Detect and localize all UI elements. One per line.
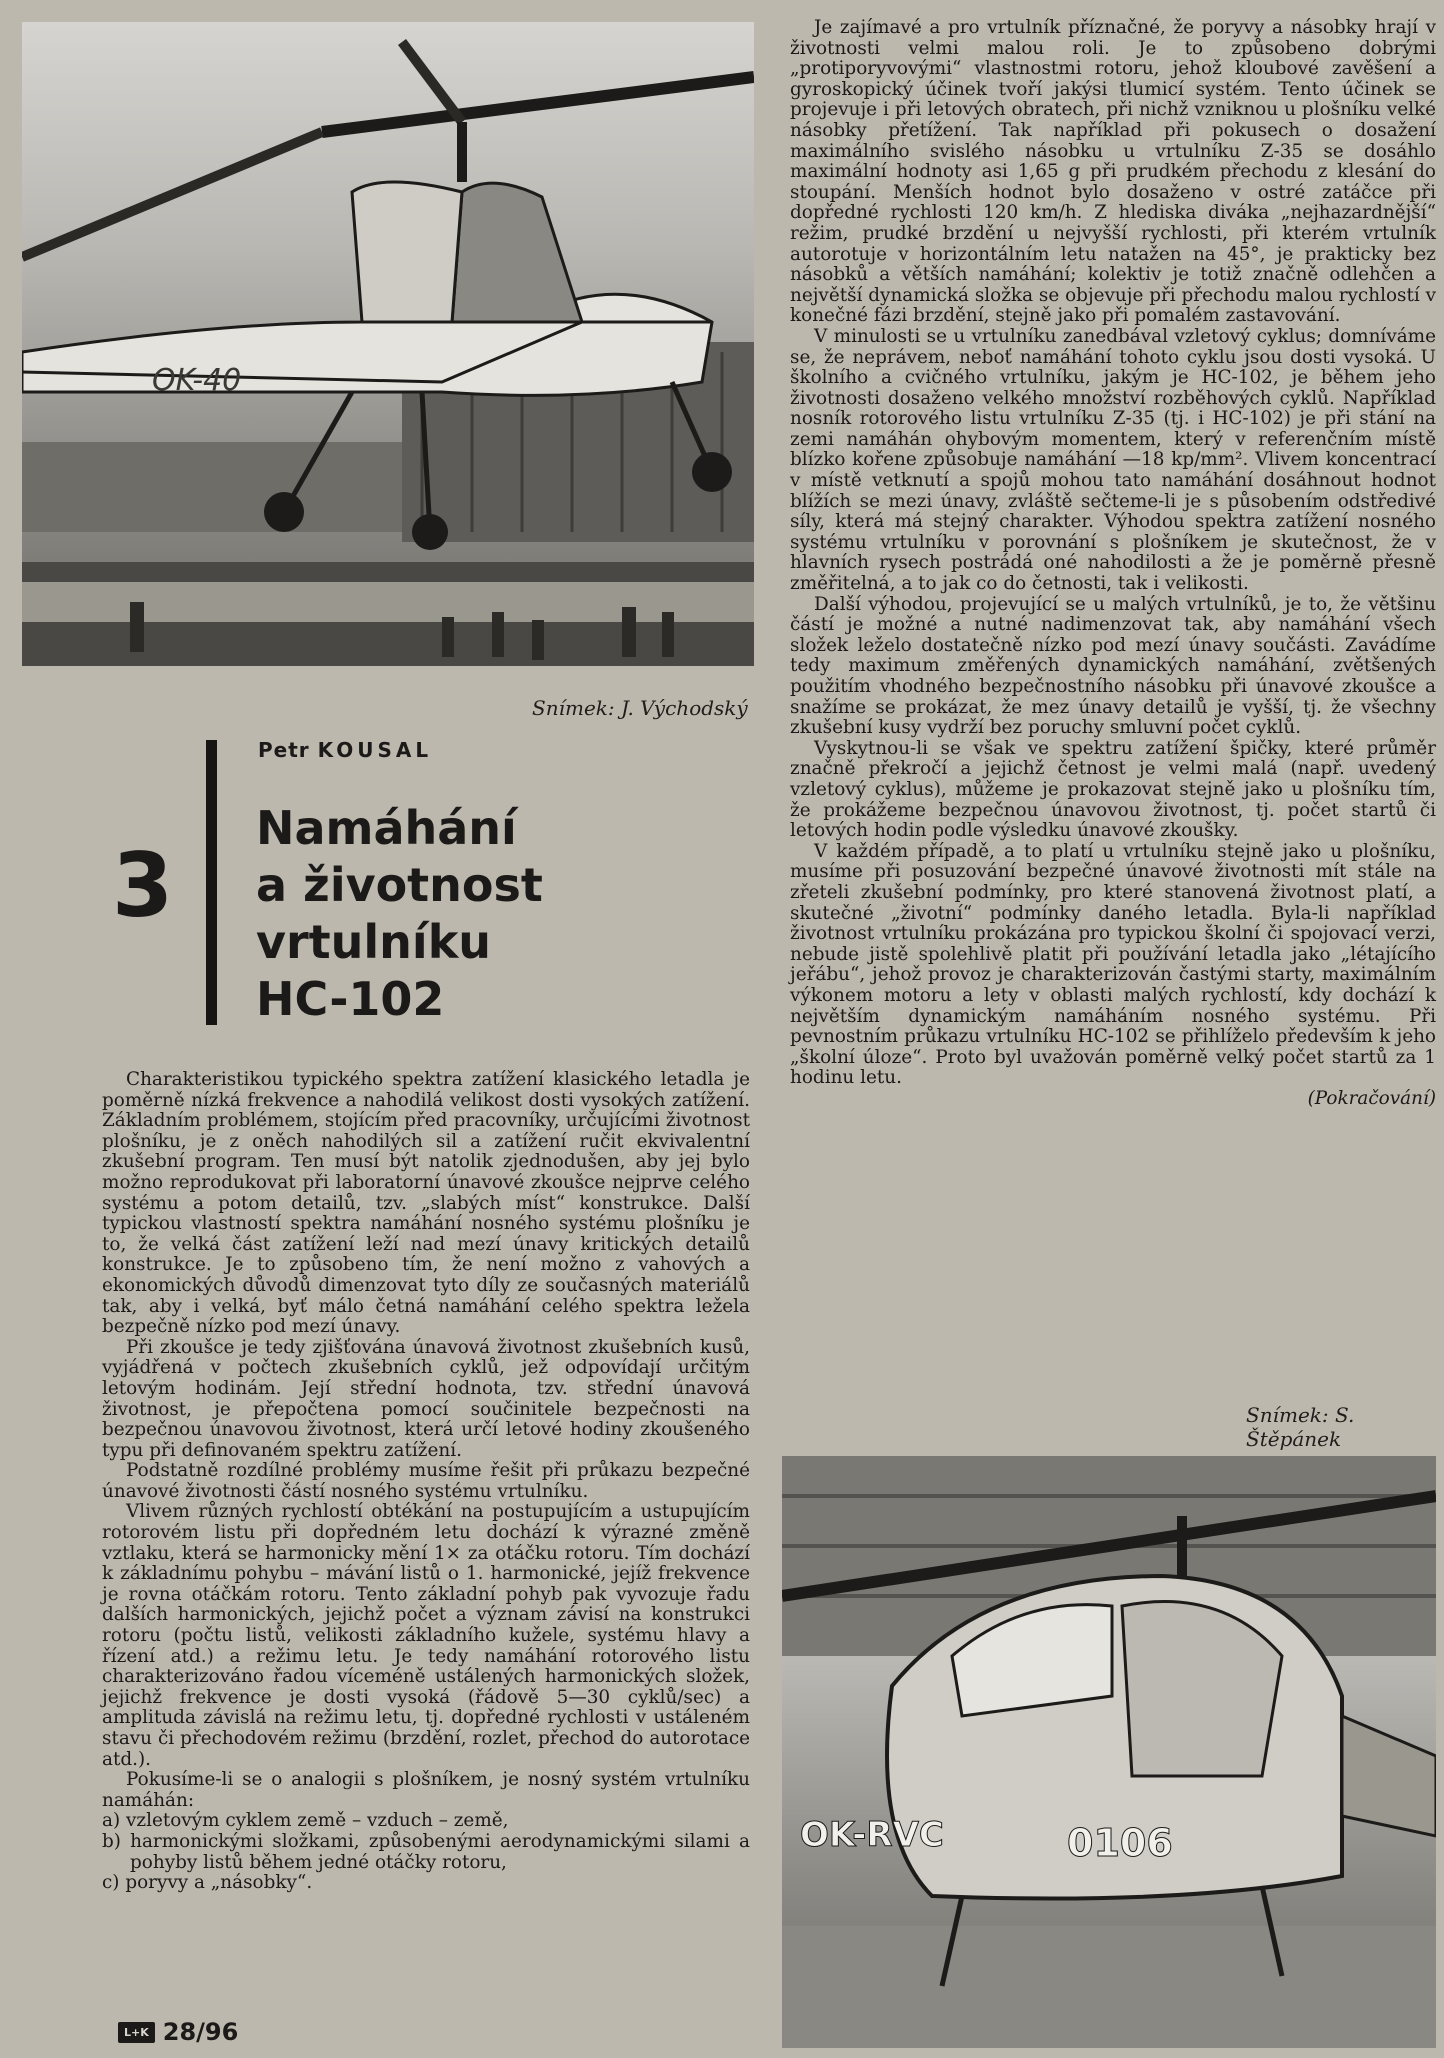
title-line-4: HC-102 xyxy=(256,972,445,1026)
top-photo-helicopter-hc102 xyxy=(22,22,754,666)
right-paragraph-4: Vyskytnou-li se však ve spektru zatížení špičky, které průměr značně překročí a jejichž četnost je velmi malá (např. uvedený vzletový cyklus), můžeme je prokazovat stejně jako u plošníku tím, že prokážeme bezpečnou únavovou životnost, tj. počet startů či letových hodin podle výsledku únavové zkoušky. xyxy=(790,737,1436,842)
page-footer xyxy=(118,2018,238,2046)
caption-top-photo: Snímek: J. Východský xyxy=(532,696,748,720)
helicopter-illustration-2 xyxy=(782,1456,1436,2048)
right-column-text xyxy=(790,18,1436,1109)
bottom-photo-helicopter xyxy=(782,1456,1436,2048)
page-number: 28/96 xyxy=(162,2018,239,2046)
list-item: c) poryvy a „násobky“. xyxy=(102,1872,313,1894)
title-line-2: a životnost xyxy=(256,858,543,912)
author-surname: KOUSAL xyxy=(317,738,433,762)
registration-okrvc: OK-RVC xyxy=(800,1815,944,1855)
left-paragraph-1: Charakteristikou typického spektra zatížení klasického letadla je poměrně nízká frekvence a nahodilá velikost dosti vysokých zatížení. Základním problémem, stojícím před pracovníky, určujícími životnost plošníku, je z oněch nahodilých sil a zatížení ručit ekvivalentní zkušební program. Ten musí být natolik zjednodušen, aby jej bylo možno reprodukovat při laboratorní únavové zkoušce nejprve celého systému a potom detailů, tzv. „slabých míst“ konstrukce. Další typickou vlastností spektra namáhání nosného systému plošníku je to, že velká část zatížení leží nad mezí únavy kritických detailů konstrukce. Je to způsobeno tím, že není možno z vahových a ekonomických důvodů dimenzovat tyto díly ze současných materiálů tak, aby i velká, byť málo četná namáhání celého spektra ležela bezpečně nízko pod mezí únavy. xyxy=(102,1069,750,1338)
right-paragraph-2: V minulosti se u vrtulníku zanedbával vzletový cyklus; domníváme se, že neprávem, neboť namáhání tohoto cyklu jsou dosti vysoká. U školního a cvičného vrtulníku, jakým je HC-102, je během jeho životnosti dosaženo velkého množství rozběhových cyklů. Například nosník rotorového listu vrtulníku Z-35 (tj. i HC-102) je při stání na zemi namáhán ohybovým momentem, který v referenčním místě blízko kořene způsobuje namáhání —18 kp/mm². Vlivem koncentrací v místě vetknutí a spojů mohou tato namáhání dosáhnout hodnot blížích se mezi únavy, zvláště sečteme-li je s působením odstředivé síly, která má stejný charakter. Výhodou spektra zatížení nosného systému vrtulníku v porovnání s plošníkem je skutečnost, že v hlavních rysech postrádá oné nahodilosti a že je poměrně přesně změřitelná, a to jak co do četnosti, tak i velikosti. xyxy=(790,325,1436,595)
article-number: 3 xyxy=(112,834,174,937)
list-item: a) vzletovým cyklem země – vzduch – země, xyxy=(102,1810,509,1832)
registration-ok40: OK-40 xyxy=(152,363,242,398)
list-item: b) harmonickými složkami, způsobenými aerodynamickými silami a pohyby listů během jedné otáčky rotoru, xyxy=(102,1830,750,1873)
right-paragraph-3: Další výhodou, projevující se u malých vrtulníků, je to, že většinu částí je možné a nutné nadimenzovat tak, aby namáhání všech složek leželo dostatečně nízko pod mezí únavy součásti. Zavádíme tedy maximum změřených dynamických namáhání, zvětšených použitím vhodného bezpečnostního násobku při únavové zkoušce a snažíme se prokázat, že mez únavy detailů je vyšší, tj. že všechny zkušební kusy vydrží bez poruchy smluvní počet cyklů. xyxy=(790,593,1436,739)
right-paragraph-1: Je zajímavé a pro vrtulník příznačné, že poryvy a násobky hrají v životnosti velmi malou roli. Je to způsobeno dobrými „protiporyvovými“ vlastnostmi rotoru, jehož kloubové zavěšení a gyroskopický účinek tvoří jakýsi tlumicí systém. Tento účinek se projevuje i při letových obratech, při nichž vzniknou u plošníku velké násobky přetížení. Tak například při pokusech o dosažení maximálního svislého násobku u vrtulníku Z-35 se dosáhlo maximální hodnoty asi 1,65 g při prudkém přechodu z klesání do stoupání. Menších hodnot bylo dosaženo v ostré zatáčce při dopředné rychlosti 120 km/h. Z hlediska diváka „nejhazardnější“ režim, prudké brzdění u nejvyšší rychlosti, při kterém vrtulník autorotuje v horizontálním letu natažen na 45°, je prakticky bez násobků a větších namáhání; kolektiv je totiž značně odlehčen a největší dynamická složka se objevuje při přechodu malou rychlostí v konečné fázi brzdění, stejně jako při pomalém zastavování. xyxy=(790,17,1436,327)
left-paragraph-5: Pokusíme-li se o analogii s plošníkem, je nosný systém vrtulníku namáhán: xyxy=(102,1769,750,1811)
author-first-name: Petr xyxy=(258,738,310,762)
caption-bottom-photo: Snímek: S. Štěpánek xyxy=(1246,1403,1355,1451)
left-paragraph-4: Vlivem různých rychlostí obtékání na postupujícím a ustupujícím rotorovém listu při dopředném letu dochází k výrazné změně vztlaku, která se harmonicky mění 1× za otáčku rotoru. Tím dochází k základnímu pohybu – mávání listů o 1. harmonické, jejíž frekvence je rovna otáčkám rotoru. Tento základní pohyb pak vyvozuje řadu dalších harmonických, jejichž počet a význam závisí na konstrukci rotoru (počtu listů, velikosti základního kužele, systému hlavy a řízení atd.) a režimu letu. Je tedy namáhání rotorového listu charakterizováno řadou víceméně ustálených harmonických složek, jejichž frekvence je dosti vysoká (řádově 5—30 cyklů/sec) a amplituda závislá na režimu letu, tj. dopředné rychlosti v ustáleném stavu či přechodovém režimu (brzdění, rozlet, přechod do autorotace atd.). xyxy=(102,1501,750,1770)
left-paragraph-2: Při zkoušce je tedy zjišťována únavová životnost zkušebních kusů, vyjádřená v počtech zkušebních cyklů, jež odpovídají určitým letovým hodinám. Její střední hodnota, tzv. střední únavová životnost, je přepočtena pomocí součinitele bezpečnosti na bezpečnou únavovou životnost, která určí letové hodiny zkoušeného typu při definovaném spektru zatížení. xyxy=(102,1336,750,1461)
author-name xyxy=(258,738,432,762)
left-column-text xyxy=(102,1070,750,1894)
continued-note: (Pokračování) xyxy=(1307,1087,1436,1109)
left-paragraph-3: Podstatně rozdílné problémy musíme řešit při průkazu bezpečné únavové životnosti částí nosného systému vrtulníku. xyxy=(102,1460,750,1502)
article-title xyxy=(256,800,586,1028)
helicopter-illustration xyxy=(22,22,754,666)
title-line-1: Namáhání xyxy=(256,801,517,855)
fuselage-number: 0106 xyxy=(1067,1821,1173,1865)
load-list xyxy=(102,1811,750,1893)
title-line-3: vrtulníku xyxy=(256,915,492,969)
right-paragraph-5: V každém případě, a to platí u vrtulníku stejně jako u plošníku, musíme při posuzování bezpečné únavové životnosti mít stále na zřeteli zkušební podmínky, pro které stanovená životnost platí, a skutečné „životní“ podmínky daného letadla. Byla-li například životnost vrtulníku prokázána pro typickou školní či spojovací verzi, nebude jistě spolehlivě platit při používání letadla jako „létajícího jeřábu“, jehož provoz je charakterizován častými starty, maximálním výkonem motoru a lety v oblasti malých rychlostí, kdy dochází k největším dynamickým namáháním nosného systému. Při pevnostním průkazu vrtulníku HC-102 se přihlíželo především k jeho „školní úloze“. Proto byl uvažován poměrně velký počet startů za 1 hodinu letu. xyxy=(790,840,1436,1089)
magazine-logo: L+K xyxy=(118,2022,155,2043)
title-bar xyxy=(206,740,217,1025)
